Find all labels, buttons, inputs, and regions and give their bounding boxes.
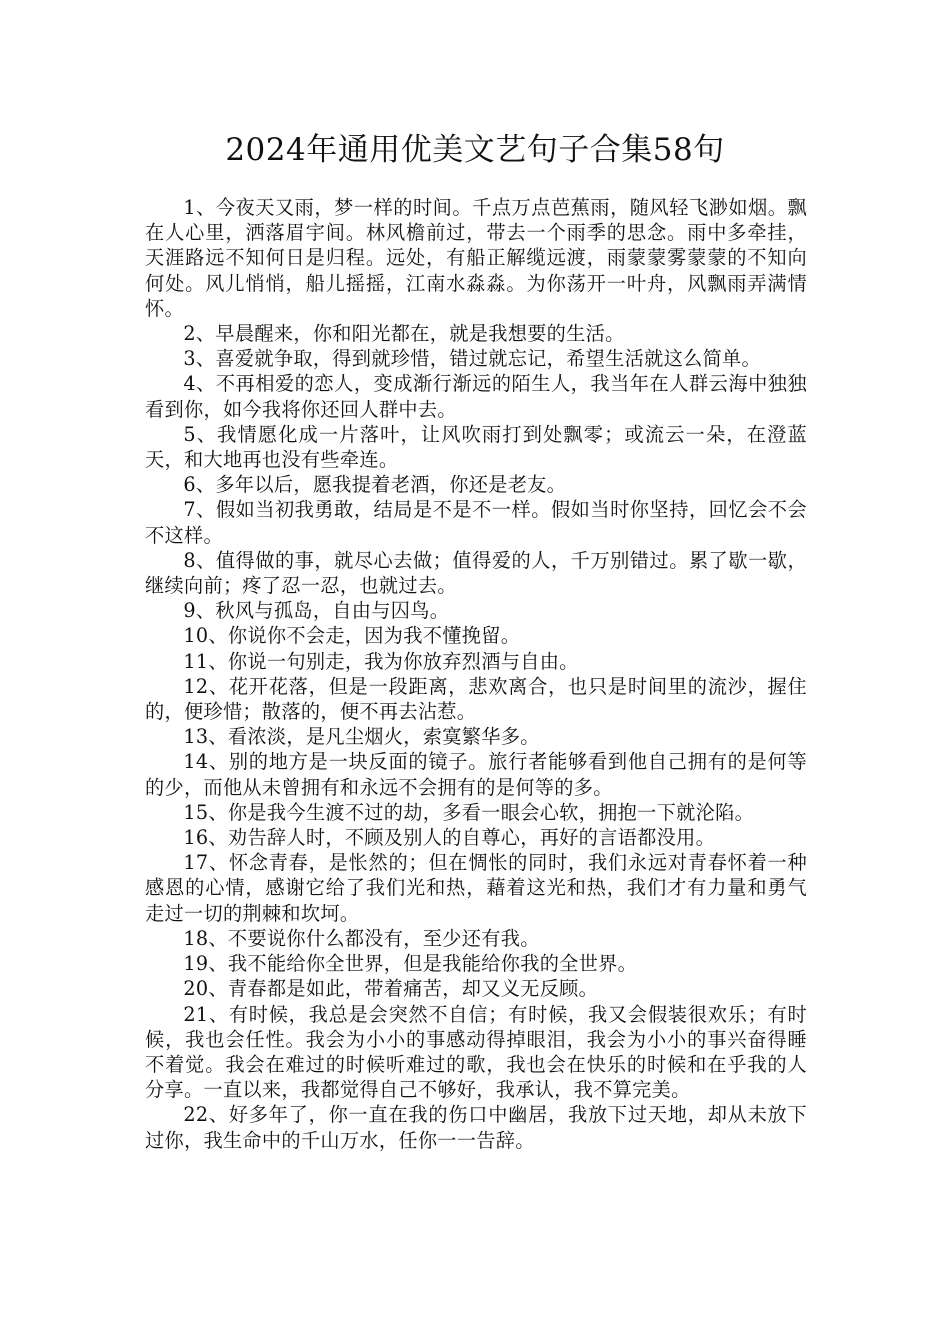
- paragraph: 13、看浓淡，是凡尘烟火，索寞繁华多。: [183, 725, 540, 749]
- paragraph: 2、早晨醒来，你和阳光都在，就是我想要的生活。: [183, 322, 625, 346]
- paragraph: 10、你说你不会走，因为我不懂挽留。: [183, 624, 521, 648]
- paragraph: 21、有时候，我总是会突然不自信；有时候，我又会假装很欢乐；有时候，我也会任性。我会为小小的事感动得掉眼泪，我会为小小的事兴奋得睡不着觉。我会在难过的时候听难过的歌，我也会在快乐的时候和在乎我的人分享。一直以来，我都觉得自己不够好，我承认，我不算完美。: [145, 1002, 807, 1102]
- paragraph: 8、值得做的事，就尽心去做；值得爱的人，千万别错过。累了歇一歇，继续向前；疼了忍一忍，也就过去。: [145, 548, 807, 598]
- paragraph: 6、多年以后，愿我提着老酒，你还是老友。: [183, 473, 567, 497]
- paragraph: 19、我不能给你全世界，但是我能给你我的全世界。: [183, 952, 638, 976]
- paragraph: 4、不再相爱的恋人，变成渐行渐远的陌生人，我当年在人群云海中独独看到你，如今我将你还回人群中去。: [145, 372, 807, 421]
- paragraph: 7、假如当初我勇敢，结局是不是不一样。假如当时你坚持，回忆会不会不这样。: [145, 498, 807, 547]
- paragraph: 15、你是我今生渡不过的劫，多看一眼会心软，拥抱一下就沦陷。: [183, 800, 755, 824]
- paragraph: 3、喜爱就争取，得到就珍惜，错过就忘记，希望生活就这么简单。: [183, 347, 762, 371]
- document-body: [145, 195, 807, 1153]
- paragraph: 9、秋风与孤岛，自由与囚鸟。: [183, 599, 450, 623]
- paragraph: 11、你说一句别走，我为你放弃烈酒与自由。: [183, 649, 579, 673]
- paragraph: 22、好多年了，你一直在我的伤口中幽居，我放下过天地，却从未放下过你，我生命中的千山万水，任你一一告辞。: [145, 1103, 807, 1152]
- paragraph: 12、花开花落，但是一段距离，悲欢离合，也只是时间里的流沙，握住的，便珍惜；散落的，便不再去沾惹。: [145, 674, 807, 724]
- paragraph: 16、劝告辞人时，不顾及别人的自尊心，再好的言语都没用。: [183, 826, 716, 850]
- paragraph: 20、青春都是如此，带着痛苦，却又义无反顾。: [183, 977, 599, 1001]
- paragraph: 1、今夜天又雨，梦一样的时间。千点万点芭蕉雨，随风轻飞渺如烟。飘在人心里，洒落眉宇间。林风檐前过，带去一个雨季的思念。雨中多牵挂，天涯路远不知何日是归程。远处，有船正解缆远渡，雨蒙蒙雾蒙蒙的不知向何处。风儿悄悄，船儿摇摇，江南水淼淼。为你荡开一叶舟，风飘雨弄满情怀。: [145, 196, 807, 320]
- paragraph: 5、我情愿化成一片落叶，让风吹雨打到处飘零；或流云一朵，在澄蓝天，和大地再也没有些牵连。: [145, 422, 807, 472]
- document-title: 2024年通用优美文艺句子合集58句: [225, 132, 725, 168]
- paragraph: 14、别的地方是一块反面的镜子。旅行者能够看到他自己拥有的是何等的少，而他从未曾拥有和永远不会拥有的是何等的多。: [145, 750, 807, 799]
- paragraph: 18、不要说你什么都没有，至少还有我。: [183, 926, 540, 950]
- paragraph: 17、怀念青春，是怅然的；但在惆怅的同时，我们永远对青春怀着一种感恩的心情，感谢它给了我们光和热，藉着这光和热，我们才有力量和勇气走过一切的荆棘和坎坷。: [145, 851, 807, 925]
